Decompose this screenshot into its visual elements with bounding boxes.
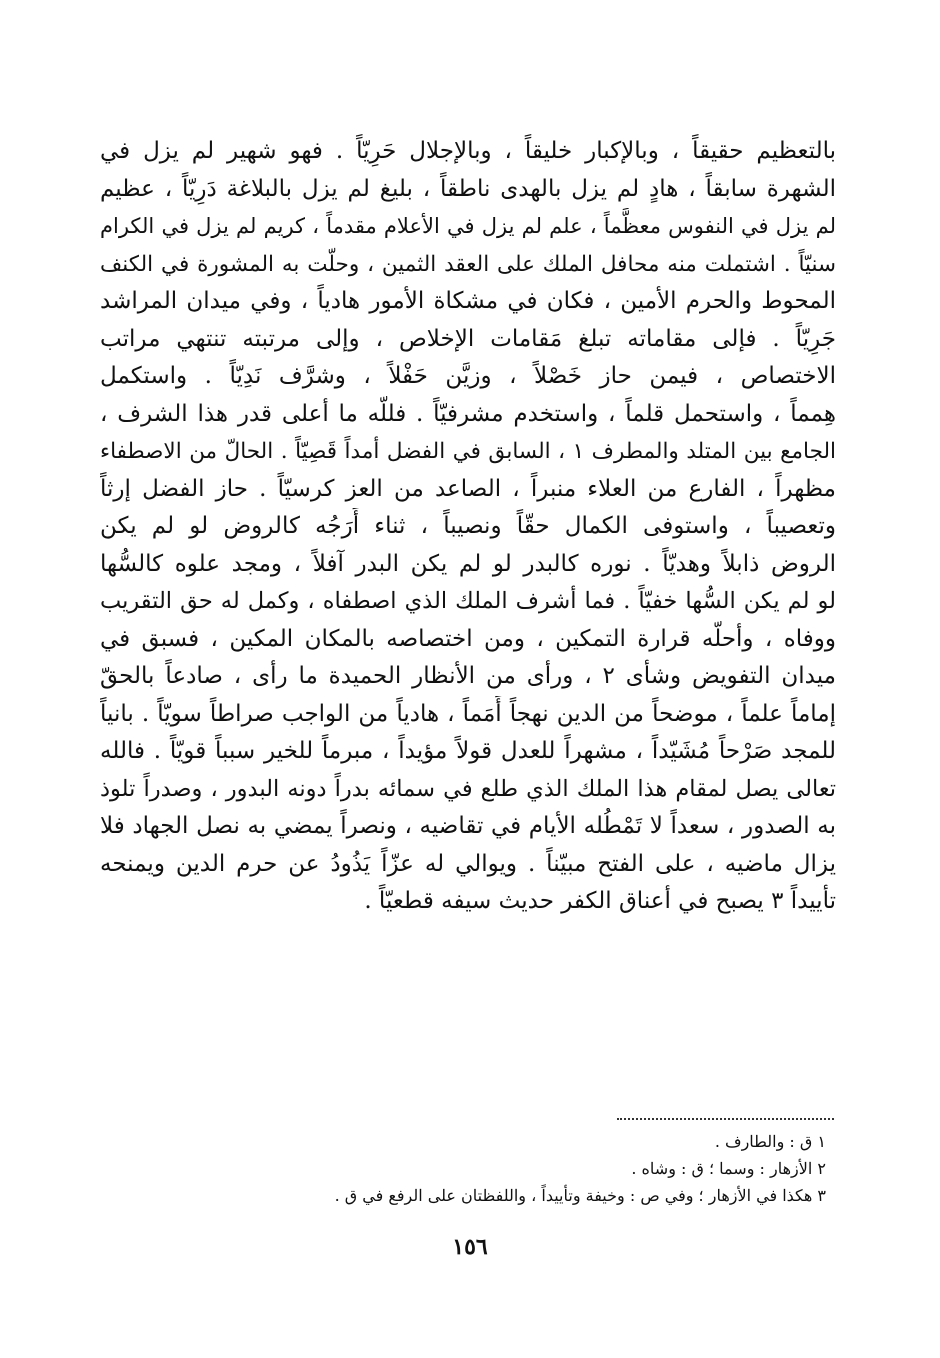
text-line: يزال ماضيه ، على الفتح مبيّناً . ويوالي له عزّاً يَذُودُ عن حرم الدين ويمنحه xyxy=(100,850,836,877)
footnote-1: ١ ق : والطارف . xyxy=(714,1132,826,1151)
text-line: الروض ذابلاً وهديّاً . نوره كالبدر لو لم يكن البدر آفلاً ، ومجد علوه كالسُّها xyxy=(100,550,836,577)
text-line: جَرِيّاً . فإلى مقاماته تبلغ مَقامات الإخلاص ، وإلى مرتبته تنتهي مراتب xyxy=(100,325,836,352)
text-line: المحوط والحرم الأمين ، فكان في مشكاة الأمور هادياً ، وفي ميدان المراشد xyxy=(100,288,836,314)
text-line: إماماً علماً ، موضحاً من الدين نهجاً أَمَماً ، هادياً من الواجب صراطاً سويّاً . بانياً xyxy=(100,700,836,727)
text-line: تعالى يصل لمقام هذا الملك الذي طلع في سمائه بدراً دونه البدور ، وصدراً تلوذ xyxy=(100,775,836,802)
text-line: ووفاه ، وأحلّه قرارة التمكين ، ومن اختصاصه بالمكان المكين ، فسبق في xyxy=(100,625,836,652)
text-line: مظهراً ، الفارع من العلاء منبراً ، الصاعد من العز كرسيّاً . حاز الفضل إرثاً xyxy=(100,475,836,502)
footnote-3: ٣ هكذا في الأزهار ؛ وفي ص : وخيفة وتأييداً ، واللفظتان على الرفع في ق . xyxy=(334,1186,826,1205)
text-line: لم يزل في النفوس معظَّماً ، علم لم يزل في الأعلام مقدماً ، كريم لم يزل في الكرام xyxy=(100,214,836,238)
footnote-separator xyxy=(617,1118,834,1120)
page-number: ١٥٦ xyxy=(452,1234,488,1260)
main-text xyxy=(100,133,836,921)
text-line: وتعصيباً ، واستوفى الكمال حقّاً ونصيباً ، ثناء أَرَجُه كالروض لو لم يكن xyxy=(100,513,836,539)
text-line: سنيّاً . اشتملت منه محافل الملك على العقد الثمين ، وحلّت به المشورة في الكنف xyxy=(100,251,836,277)
text-line: الشهرة سابقاً ، هادٍ لم يزل بالهدى ناطقاً ، بليغ لم يزل بالبلاغة دَرِيّاً ، عظيم xyxy=(100,175,836,202)
text-line: لو لم يكن السُّها خفيّاً . فما أشرف الملك الذي اصطفاه ، وكمل له حق التقريب xyxy=(100,588,836,614)
text-line: هِمماً ، واستحمل قلماً ، واستخدم مشرفيّاً . فللّه ما أعلى قدر هذا الشرف ، xyxy=(100,400,836,427)
text-line: الاختصاص ، فيمن حاز خَصْلاً ، وزيَّن حَفْلاً ، وشرَّف نَدِيّاً . واستكمل xyxy=(100,363,836,389)
text-line: للمجد صَرْحاً مُشَيّداً ، مشهراً للعدل قولاً مؤيداً ، مبرماً للخير سبباً قويّاً . فالله xyxy=(100,738,836,764)
text-line: تأييداً ٣ يصبح في أعناق الكفر حديث سيفه قطعيّاً . xyxy=(364,888,836,914)
text-line: به الصدور ، سعداً لا تَمْطُله الأيام في تقاضيه ، ونصراً يمضي به نصل الجهاد فلا xyxy=(100,813,836,839)
footnote-2: ٢ الأزهار : وسما ؛ ق : وشاه . xyxy=(631,1159,826,1178)
text-line: بالتعظيم حقيقاً ، وبالإكبار خليقاً ، وبالإجلال حَرِيّاً . فهو شهير لم يزل في xyxy=(100,138,836,164)
text-line: ميدان التفويض وشأى ٢ ، ورأى من الأنظار الحميدة ما رأى ، صادعاً بالحقّ xyxy=(100,663,836,689)
text-line: الجامع بين المتلد والمطرف ١ ، السابق في الفضل أمداً قَصِيّاً . الحالّ من الاصطفاء xyxy=(100,439,836,464)
footnotes xyxy=(100,1128,834,1209)
